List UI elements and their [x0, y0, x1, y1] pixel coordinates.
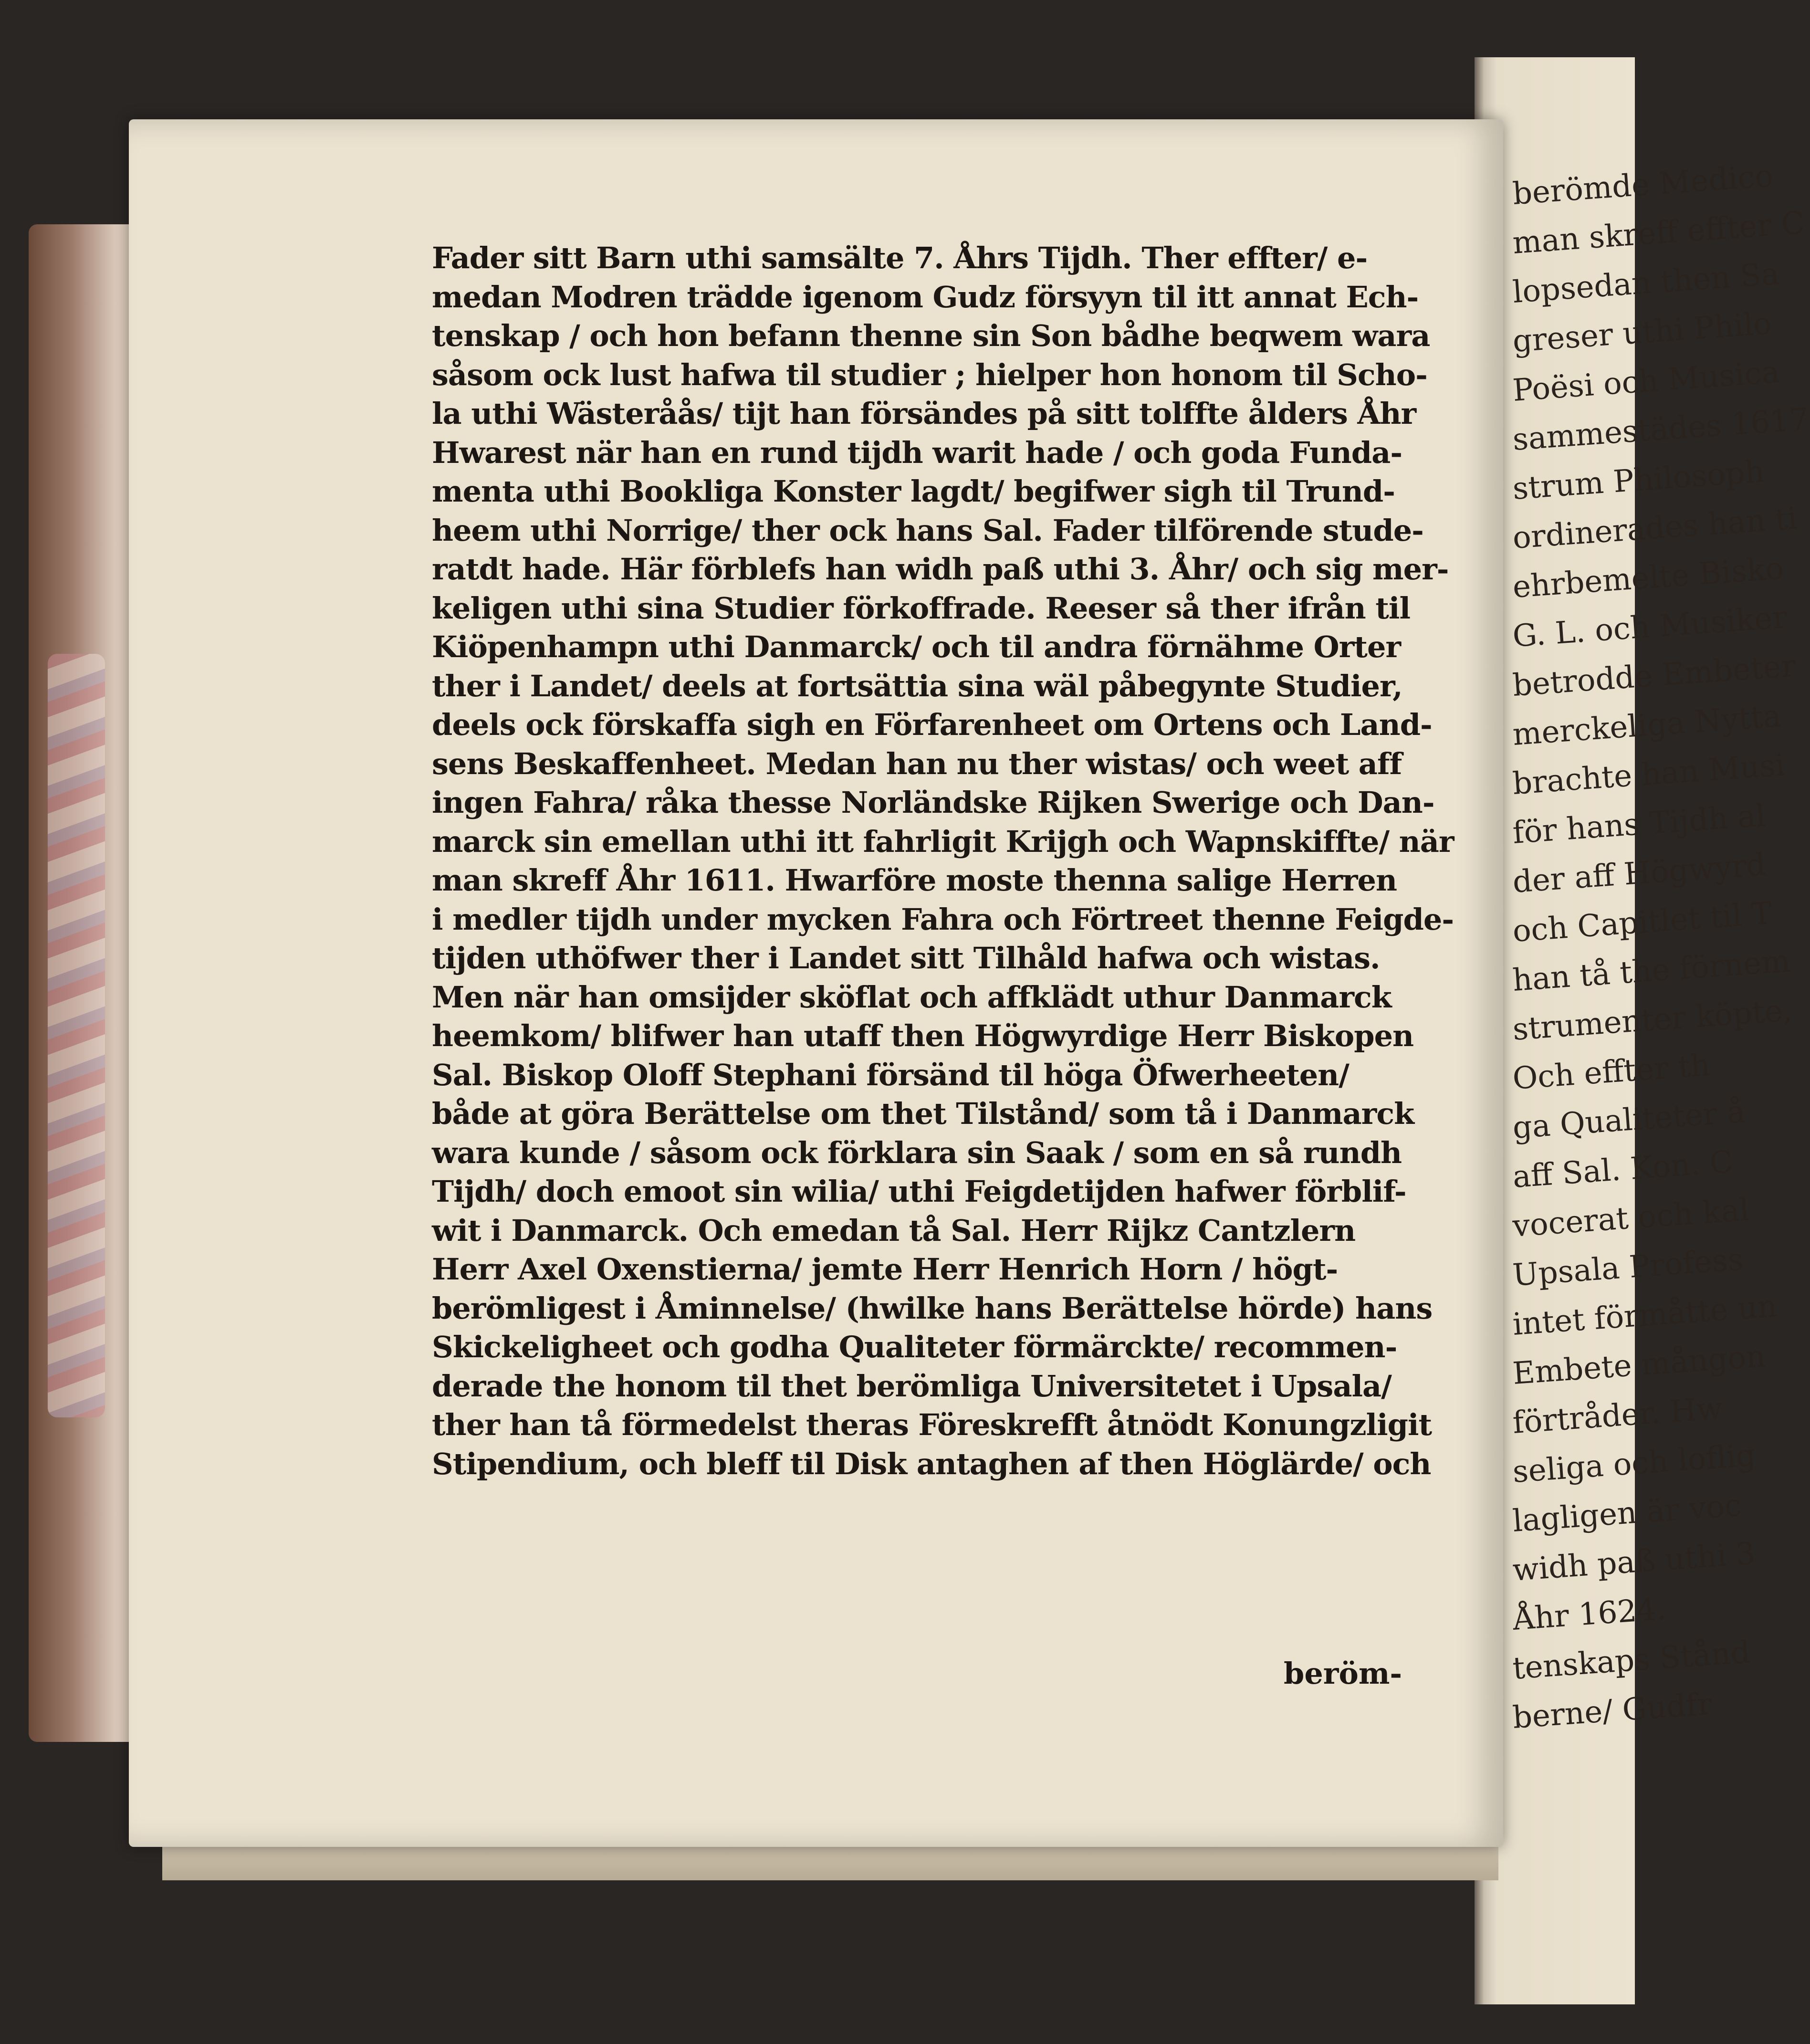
facing-text-line: Åhr 1624.	[1511, 1591, 1667, 1637]
facing-text-line: för hans Tijdh al	[1511, 798, 1767, 851]
facing-text-line: och Capitlet til T	[1511, 896, 1773, 949]
text-line: heem uthi Norrige/ ther ock hans Sal. Fader tilförende stude-	[432, 513, 1423, 548]
text-line: Sal. Biskop Oloff Stephani försänd til höga Öfwerheeten/	[432, 1057, 1349, 1092]
catchword: beröm-	[1284, 1656, 1402, 1691]
facing-text-line: Poësi och Musica	[1511, 354, 1781, 409]
text-line: både at göra Berättelse om thet Tilstånd/ som tå i Danmarck	[432, 1096, 1414, 1131]
facing-text-line: strumenter köpte,	[1511, 993, 1794, 1048]
facing-text-line: Och effter th	[1511, 1048, 1712, 1097]
text-line: tijden uthöfwer ther i Landet sitt Tilhåld hafwa och wistas.	[432, 941, 1380, 975]
text-line: Tijdh/ doch emoot sin wilia/ uthi Feigdetijden hafwer förblif-	[432, 1174, 1406, 1209]
facing-text-line: intet förmåtte un	[1511, 1289, 1779, 1342]
facing-text-line: strum Philosoph	[1511, 454, 1766, 507]
facing-text-line: merckeliga Nytta	[1511, 698, 1783, 753]
text-line: såsom ock lust hafwa til studier ; hielper hon honom til Scho-	[432, 357, 1427, 392]
facing-text-line: ordinerades han ti	[1511, 501, 1799, 556]
text-line: medan Modren trädde igenom Gudz försyyn til itt annat Ech-	[432, 279, 1419, 314]
facing-text-line: lopsedan then Sa	[1511, 256, 1780, 310]
facing-text-line: brachte han Musi	[1511, 747, 1786, 802]
facing-text-line: vocerat och kal	[1511, 1192, 1750, 1244]
facing-text-line: Embete mångon	[1511, 1339, 1767, 1392]
text-line: tenskap / och hon befann thenne sin Son bådhe beqwem wara	[432, 318, 1430, 353]
text-line: man skreff Åhr 1611. Hwarföre moste thenna salige Herren	[432, 863, 1397, 898]
facing-text-line: der aff Högwyrd	[1511, 847, 1767, 900]
text-line: menta uthi Bookliga Konster lagdt/ begifwer sigh til Trund-	[432, 474, 1395, 509]
page-text-block	[432, 239, 1454, 1483]
text-line: ther han tå förmedelst theras Föreskrefft åtnödt Konungzligit	[432, 1407, 1432, 1442]
facing-text-line: ga Qualiteter å	[1511, 1094, 1747, 1146]
facing-text-line: tenskaps Stånd	[1511, 1635, 1752, 1687]
text-line: i medler tijdh under mycken Fahra och Förtreet thenne Feigde-	[432, 901, 1454, 937]
text-line: berömligest i Åminnelse/ (hwilke hans Berättelse hörde) hans	[432, 1290, 1433, 1326]
facing-text-line: berömde Medico	[1511, 158, 1775, 212]
text-line: keligen uthi sina Studier förkoffrade. Reeser så ther ifrån til	[432, 590, 1410, 626]
facing-text-line: han tå the förnem	[1511, 943, 1792, 998]
facing-text-line: berne/ Gudfr	[1511, 1686, 1713, 1736]
facing-text-line: ehrbemelte Bisko	[1511, 551, 1785, 605]
facing-text-line: widh paß uthi 3	[1511, 1536, 1757, 1588]
facing-text-line: man skreff effter C	[1511, 205, 1806, 261]
text-line: derade the honom til thet berömliga Universitetet i Upsala/	[432, 1368, 1392, 1404]
text-line: marck sin emellan uthi itt fahrligit Krijgh och Wapnskiffte/ när	[432, 824, 1454, 859]
text-line: Hwarest när han en rund tijdh warit hade / och goda Funda-	[432, 435, 1402, 470]
facing-text-line: förtråder. Hw	[1511, 1391, 1724, 1441]
text-line: ratdt hade. Här förblefs han widh paß uthi 3. Åhr/ och sig mer-	[432, 552, 1449, 587]
facing-text-line: Upsala Profess	[1511, 1242, 1745, 1293]
text-line: wara kunde / såsom ock förklara sin Saak / som en så rundh	[432, 1135, 1402, 1170]
text-line: heemkom/ blifwer han utaff then Högwyrdige Herr Biskopen	[432, 1018, 1414, 1053]
facing-text-line: G. L. och Musiker	[1511, 599, 1789, 654]
marbled-endpaper	[48, 654, 105, 1417]
text-line: deels ock förskaffa sigh en Förfarenheet om Ortens och Land-	[432, 707, 1432, 742]
text-line: la uthi Wästeråås/ tijt han försändes på sitt tolffte ålders Åhr	[432, 396, 1416, 431]
text-line: Skickeligheet och godha Qualiteter förmärckte/ recommen-	[432, 1330, 1397, 1364]
text-line: ther i Landet/ deels at fortsättia sina wäl påbegynte Studier,	[432, 668, 1402, 703]
facing-text-line: sammestädes 1617	[1511, 401, 1810, 458]
text-line: Men när han omsijder sköflat och affklädt uthur Danmarck	[432, 979, 1392, 1015]
text-line: wit i Danmarck. Och emedan tå Sal. Herr Rijkz Cantzlern	[432, 1213, 1356, 1248]
text-line: ingen Fahra/ råka thesse Norländske Rijken Swerige och Dan-	[432, 785, 1434, 820]
facing-text-line: greser uthi Philo	[1511, 306, 1773, 359]
text-line: Stipendium, och bleff til Disk antaghen af then Höglärde/ och	[432, 1446, 1431, 1481]
text-line: Herr Axel Oxenstierna/ jemte Herr Henrich Horn / högt-	[432, 1252, 1338, 1287]
facing-text-line: seliga och loflig	[1511, 1437, 1757, 1490]
text-line: Kiöpenhampn uthi Danmarck/ och til andra förnähme Orter	[432, 629, 1401, 664]
facing-text-line: betrodde Embeter	[1511, 648, 1797, 703]
facing-text-line: aff Sal. Kon. C	[1511, 1144, 1735, 1195]
facing-text-line: lagligen är voc	[1511, 1488, 1743, 1539]
text-line: Fader sitt Barn uthi samsälte 7. Åhrs Tijdh. Ther effter/ e-	[432, 241, 1368, 275]
text-line: sens Beskaffenheet. Medan han nu ther wistas/ och weet aff	[432, 746, 1402, 781]
